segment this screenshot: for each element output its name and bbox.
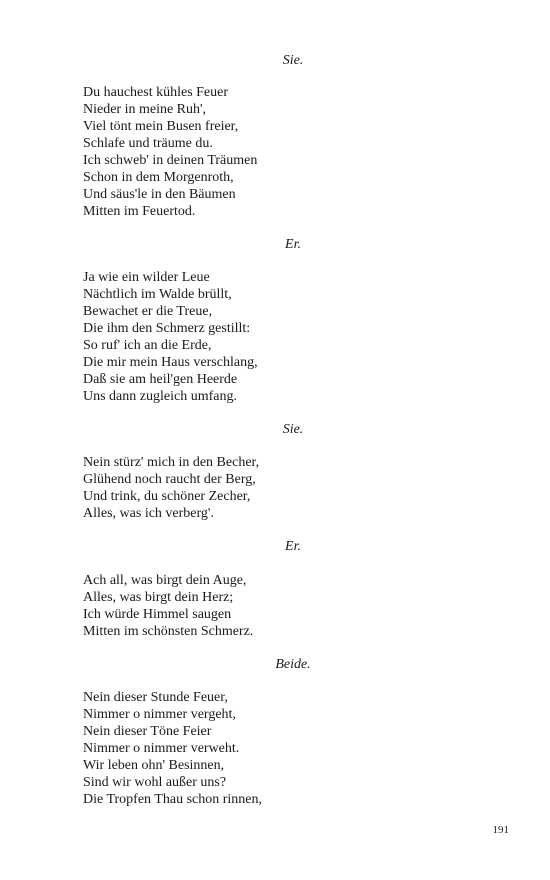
speaker-heading-beide: Beide.	[275, 657, 311, 672]
verse-line: Nein dieser Stunde Feuer,	[83, 690, 228, 705]
verse-line: So ruf' ich an die Erde,	[83, 338, 212, 353]
verse-line: Nimmer o nimmer verweht.	[83, 741, 240, 756]
verse-line: Sind wir wohl außer uns?	[83, 775, 227, 790]
verse-line: Nächtlich im Walde brüllt,	[83, 287, 232, 302]
verse-line: Schon in dem Morgenroth,	[83, 170, 234, 185]
speaker-heading-sie-2: Sie.	[282, 422, 304, 437]
verse-line: Die mir mein Haus verschlang,	[83, 355, 258, 370]
speaker-heading-er-1: Er.	[285, 237, 301, 252]
verse-line: Und trink, du schöner Zecher,	[83, 489, 251, 504]
stanza-2	[83, 269, 258, 405]
verse-line: Alles, was birgt dein Herz;	[83, 590, 234, 605]
verse-line: Alles, was ich verberg'.	[83, 506, 214, 521]
stanza-4	[83, 572, 253, 640]
stanza-3	[83, 454, 259, 522]
verse-line: Uns dann zugleich umfang.	[83, 389, 237, 404]
verse-line: Viel tönt mein Busen freier,	[83, 119, 239, 134]
verse-line: Nein stürz' mich in den Becher,	[83, 455, 260, 470]
verse-line: Und säus'le in den Bäumen	[83, 187, 236, 202]
verse-line: Die Tropfen Thau schon rinnen,	[83, 792, 262, 807]
verse-line: Du hauchest kühles Feuer	[83, 85, 229, 100]
verse-line: Mitten im schönsten Schmerz.	[83, 624, 254, 639]
verse-line: Daß sie am heil'gen Heerde	[83, 372, 238, 387]
verse-line: Glühend noch raucht der Berg,	[83, 472, 256, 487]
verse-line: Die ihm den Schmerz gestillt:	[83, 321, 251, 336]
verse-line: Nimmer o nimmer vergeht,	[83, 707, 236, 722]
verse-line: Ach all, was birgt dein Auge,	[83, 573, 247, 588]
verse-line: Bewachet er die Treue,	[83, 304, 213, 319]
verse-line: Nein dieser Töne Feier	[83, 724, 212, 739]
page-number: 191	[492, 824, 509, 836]
verse-line: Ich würde Himmel saugen	[83, 607, 232, 622]
verse-line: Wir leben ohn' Besinnen,	[83, 758, 225, 773]
verse-line: Ich schweb' in deinen Träumen	[83, 153, 258, 168]
verse-line: Ja wie ein wilder Leue	[83, 270, 210, 285]
verse-line: Nieder in meine Ruh',	[83, 102, 207, 117]
verse-line: Schlafe und träume du.	[83, 136, 213, 151]
stanza-1	[83, 84, 257, 220]
speaker-heading-er-2: Er.	[285, 539, 301, 554]
verse-line: Mitten im Feuertod.	[83, 204, 196, 219]
speaker-heading-sie-1: Sie.	[282, 53, 304, 68]
stanza-5	[83, 689, 262, 808]
